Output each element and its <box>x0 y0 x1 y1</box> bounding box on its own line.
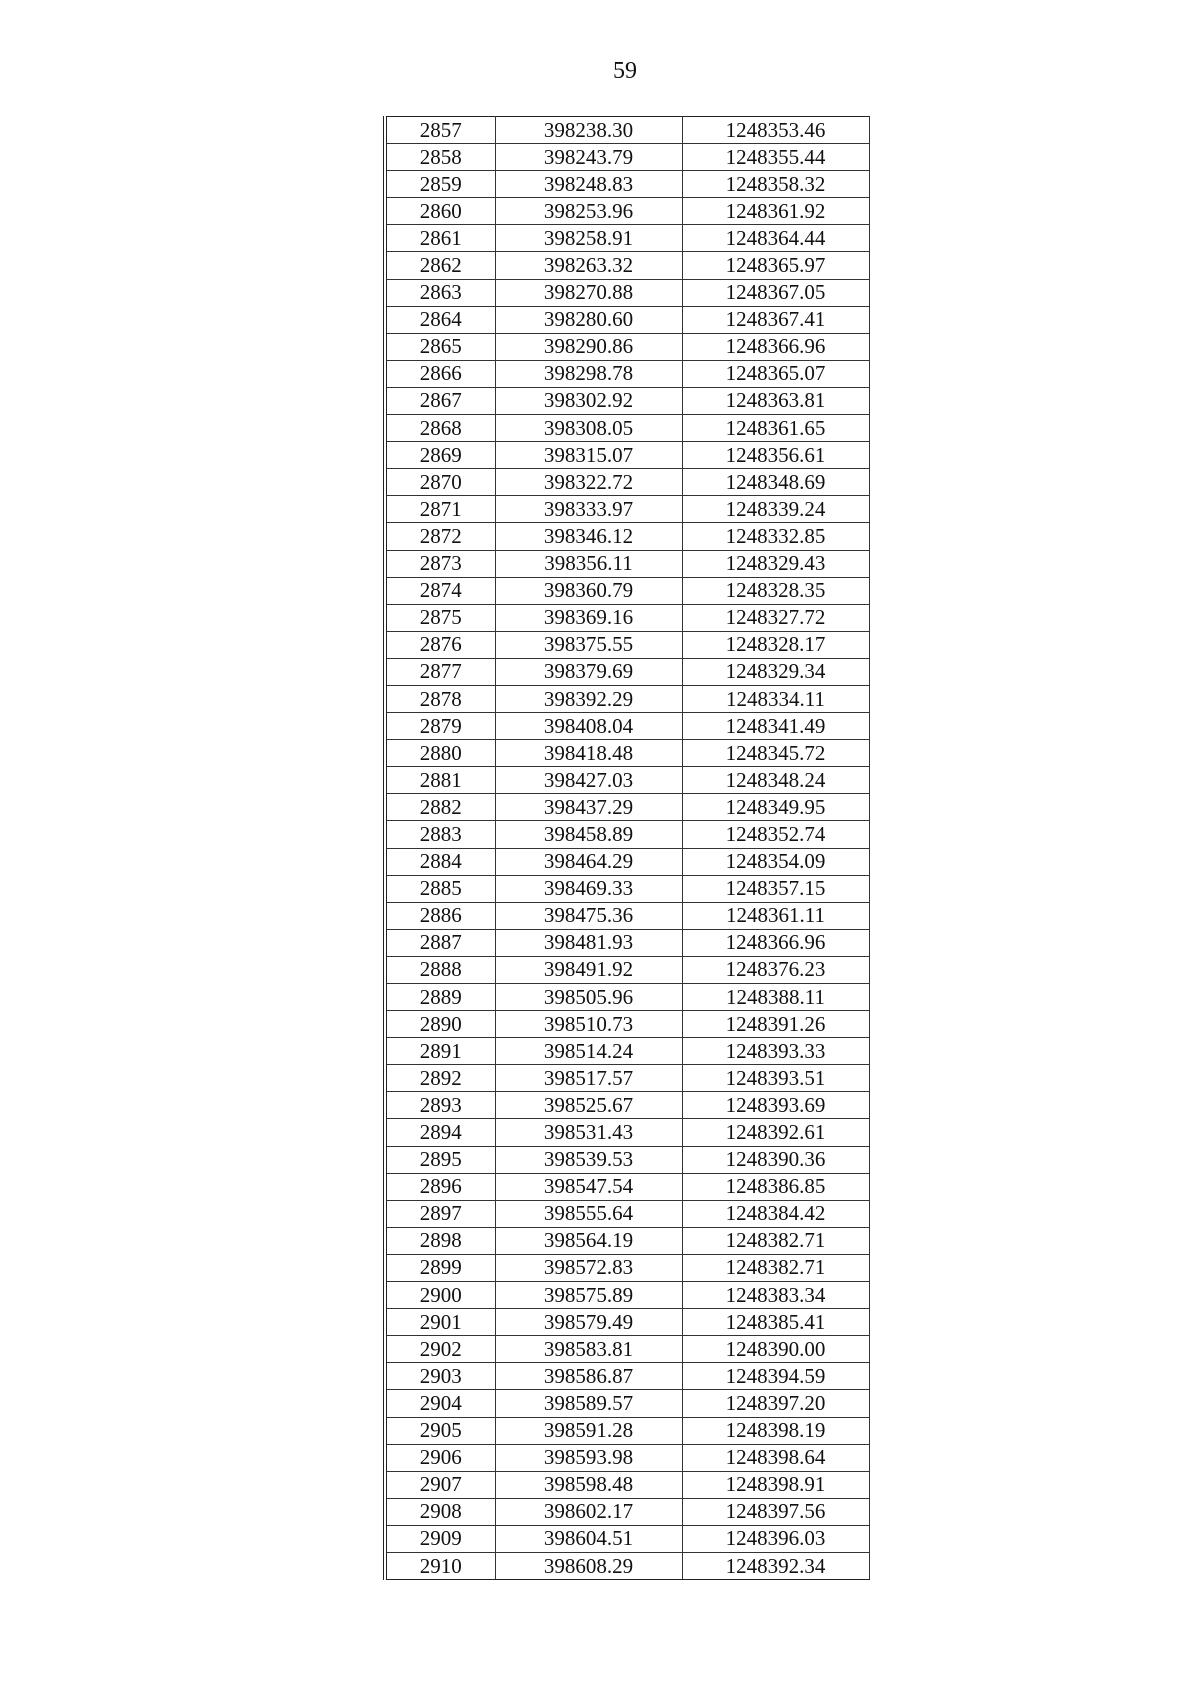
point-number-cell: 2910 <box>387 1552 495 1579</box>
table-row <box>387 144 869 171</box>
y-coordinate-cell: 1248358.32 <box>682 171 869 198</box>
table-row <box>387 658 869 685</box>
table-row <box>387 415 869 442</box>
point-number-cell: 2902 <box>387 1336 495 1363</box>
y-coordinate-cell: 1248398.19 <box>682 1417 869 1444</box>
point-number-cell: 2863 <box>387 279 495 306</box>
y-coordinate-cell: 1248367.05 <box>682 279 869 306</box>
y-coordinate-cell: 1248356.61 <box>682 442 869 469</box>
coordinates-table-body <box>387 117 869 1580</box>
point-number-cell: 2872 <box>387 523 495 550</box>
table-row <box>387 1444 869 1471</box>
x-coordinate-cell: 398290.86 <box>495 333 682 360</box>
table-row <box>387 1471 869 1498</box>
point-number-cell: 2866 <box>387 360 495 387</box>
point-number-cell: 2864 <box>387 306 495 333</box>
table-row <box>387 1417 869 1444</box>
x-coordinate-cell: 398517.57 <box>495 1065 682 1092</box>
table-row <box>387 1146 869 1173</box>
point-number-cell: 2868 <box>387 415 495 442</box>
table-row <box>387 740 869 767</box>
table-row <box>387 1200 869 1227</box>
point-number-cell: 2893 <box>387 1092 495 1119</box>
y-coordinate-cell: 1248364.44 <box>682 225 869 252</box>
point-number-cell: 2904 <box>387 1390 495 1417</box>
x-coordinate-cell: 398475.36 <box>495 902 682 929</box>
point-number-cell: 2894 <box>387 1119 495 1146</box>
table-row <box>387 306 869 333</box>
point-number-cell: 2887 <box>387 929 495 956</box>
x-coordinate-cell: 398360.79 <box>495 577 682 604</box>
x-coordinate-cell: 398356.11 <box>495 550 682 577</box>
y-coordinate-cell: 1248329.43 <box>682 550 869 577</box>
point-number-cell: 2884 <box>387 848 495 875</box>
table-row <box>387 252 869 279</box>
point-number-cell: 2859 <box>387 171 495 198</box>
x-coordinate-cell: 398263.32 <box>495 252 682 279</box>
x-coordinate-cell: 398458.89 <box>495 821 682 848</box>
y-coordinate-cell: 1248327.72 <box>682 604 869 631</box>
x-coordinate-cell: 398602.17 <box>495 1498 682 1525</box>
y-coordinate-cell: 1248354.09 <box>682 848 869 875</box>
page-number: 59 <box>613 58 637 84</box>
x-coordinate-cell: 398586.87 <box>495 1363 682 1390</box>
table-row <box>387 1011 869 1038</box>
y-coordinate-cell: 1248366.96 <box>682 333 869 360</box>
y-coordinate-cell: 1248366.96 <box>682 929 869 956</box>
x-coordinate-cell: 398589.57 <box>495 1390 682 1417</box>
y-coordinate-cell: 1248397.20 <box>682 1390 869 1417</box>
y-coordinate-cell: 1248390.00 <box>682 1336 869 1363</box>
x-coordinate-cell: 398298.78 <box>495 360 682 387</box>
x-coordinate-cell: 398583.81 <box>495 1336 682 1363</box>
x-coordinate-cell: 398555.64 <box>495 1200 682 1227</box>
y-coordinate-cell: 1248365.97 <box>682 252 869 279</box>
x-coordinate-cell: 398505.96 <box>495 984 682 1011</box>
y-coordinate-cell: 1248348.69 <box>682 469 869 496</box>
y-coordinate-cell: 1248365.07 <box>682 360 869 387</box>
table-row <box>387 1065 869 1092</box>
x-coordinate-cell: 398375.55 <box>495 631 682 658</box>
x-coordinate-cell: 398531.43 <box>495 1119 682 1146</box>
y-coordinate-cell: 1248394.59 <box>682 1363 869 1390</box>
point-number-cell: 2876 <box>387 631 495 658</box>
table-row <box>387 1038 869 1065</box>
point-number-cell: 2890 <box>387 1011 495 1038</box>
x-coordinate-cell: 398608.29 <box>495 1552 682 1579</box>
table-row <box>387 387 869 414</box>
table-row <box>387 523 869 550</box>
y-coordinate-cell: 1248328.17 <box>682 631 869 658</box>
x-coordinate-cell: 398315.07 <box>495 442 682 469</box>
y-coordinate-cell: 1248382.71 <box>682 1227 869 1254</box>
table-row <box>387 1119 869 1146</box>
table-row <box>387 1092 869 1119</box>
point-number-cell: 2903 <box>387 1363 495 1390</box>
y-coordinate-cell: 1248391.26 <box>682 1011 869 1038</box>
table-row <box>387 929 869 956</box>
y-coordinate-cell: 1248341.49 <box>682 713 869 740</box>
point-number-cell: 2900 <box>387 1282 495 1309</box>
point-number-cell: 2858 <box>387 144 495 171</box>
x-coordinate-cell: 398369.16 <box>495 604 682 631</box>
x-coordinate-cell: 398270.88 <box>495 279 682 306</box>
point-number-cell: 2875 <box>387 604 495 631</box>
table-row <box>387 713 869 740</box>
point-number-cell: 2889 <box>387 984 495 1011</box>
y-coordinate-cell: 1248357.15 <box>682 875 869 902</box>
x-coordinate-cell: 398248.83 <box>495 171 682 198</box>
y-coordinate-cell: 1248345.72 <box>682 740 869 767</box>
y-coordinate-cell: 1248393.69 <box>682 1092 869 1119</box>
table-row <box>387 604 869 631</box>
table-row <box>387 631 869 658</box>
y-coordinate-cell: 1248384.42 <box>682 1200 869 1227</box>
y-coordinate-cell: 1248393.51 <box>682 1065 869 1092</box>
x-coordinate-cell: 398539.53 <box>495 1146 682 1173</box>
point-number-cell: 2857 <box>387 117 495 144</box>
table-row <box>387 550 869 577</box>
x-coordinate-cell: 398379.69 <box>495 658 682 685</box>
point-number-cell: 2905 <box>387 1417 495 1444</box>
x-coordinate-cell: 398593.98 <box>495 1444 682 1471</box>
table-row <box>387 685 869 712</box>
x-coordinate-cell: 398481.93 <box>495 929 682 956</box>
y-coordinate-cell: 1248355.44 <box>682 144 869 171</box>
table-row <box>387 577 869 604</box>
y-coordinate-cell: 1248386.85 <box>682 1173 869 1200</box>
y-coordinate-cell: 1248332.85 <box>682 523 869 550</box>
x-coordinate-cell: 398547.54 <box>495 1173 682 1200</box>
point-number-cell: 2883 <box>387 821 495 848</box>
point-number-cell: 2860 <box>387 198 495 225</box>
y-coordinate-cell: 1248383.34 <box>682 1282 869 1309</box>
x-coordinate-cell: 398302.92 <box>495 387 682 414</box>
table-row <box>387 1336 869 1363</box>
y-coordinate-cell: 1248392.61 <box>682 1119 869 1146</box>
table-row <box>387 225 869 252</box>
point-number-cell: 2862 <box>387 252 495 279</box>
y-coordinate-cell: 1248348.24 <box>682 767 869 794</box>
table-row <box>387 1227 869 1254</box>
x-coordinate-cell: 398308.05 <box>495 415 682 442</box>
y-coordinate-cell: 1248363.81 <box>682 387 869 414</box>
y-coordinate-cell: 1248398.64 <box>682 1444 869 1471</box>
table-row <box>387 794 869 821</box>
y-coordinate-cell: 1248328.35 <box>682 577 869 604</box>
x-coordinate-cell: 398243.79 <box>495 144 682 171</box>
x-coordinate-cell: 398280.60 <box>495 306 682 333</box>
point-number-cell: 2892 <box>387 1065 495 1092</box>
point-number-cell: 2873 <box>387 550 495 577</box>
y-coordinate-cell: 1248392.34 <box>682 1552 869 1579</box>
point-number-cell: 2877 <box>387 658 495 685</box>
point-number-cell: 2886 <box>387 902 495 929</box>
point-number-cell: 2898 <box>387 1227 495 1254</box>
x-coordinate-cell: 398437.29 <box>495 794 682 821</box>
point-number-cell: 2897 <box>387 1200 495 1227</box>
point-number-cell: 2878 <box>387 685 495 712</box>
table-row <box>387 198 869 225</box>
point-number-cell: 2867 <box>387 387 495 414</box>
y-coordinate-cell: 1248334.11 <box>682 685 869 712</box>
point-number-cell: 2880 <box>387 740 495 767</box>
x-coordinate-cell: 398514.24 <box>495 1038 682 1065</box>
table-row <box>387 279 869 306</box>
table-row <box>387 821 869 848</box>
table-row <box>387 1552 869 1579</box>
point-number-cell: 2874 <box>387 577 495 604</box>
table-row <box>387 984 869 1011</box>
point-number-cell: 2879 <box>387 713 495 740</box>
point-number-cell: 2891 <box>387 1038 495 1065</box>
x-coordinate-cell: 398564.19 <box>495 1227 682 1254</box>
y-coordinate-cell: 1248396.03 <box>682 1525 869 1552</box>
x-coordinate-cell: 398525.67 <box>495 1092 682 1119</box>
y-coordinate-cell: 1248339.24 <box>682 496 869 523</box>
table-row <box>387 1498 869 1525</box>
point-number-cell: 2870 <box>387 469 495 496</box>
x-coordinate-cell: 398579.49 <box>495 1309 682 1336</box>
point-number-cell: 2871 <box>387 496 495 523</box>
table-row <box>387 875 869 902</box>
x-coordinate-cell: 398392.29 <box>495 685 682 712</box>
x-coordinate-cell: 398418.48 <box>495 740 682 767</box>
y-coordinate-cell: 1248349.95 <box>682 794 869 821</box>
x-coordinate-cell: 398408.04 <box>495 713 682 740</box>
x-coordinate-cell: 398591.28 <box>495 1417 682 1444</box>
point-number-cell: 2907 <box>387 1471 495 1498</box>
y-coordinate-cell: 1248382.71 <box>682 1254 869 1281</box>
point-number-cell: 2885 <box>387 875 495 902</box>
table-row <box>387 469 869 496</box>
y-coordinate-cell: 1248367.41 <box>682 306 869 333</box>
point-number-cell: 2869 <box>387 442 495 469</box>
coordinates-table-container <box>383 116 869 1580</box>
x-coordinate-cell: 398598.48 <box>495 1471 682 1498</box>
table-row <box>387 1254 869 1281</box>
table-row <box>387 496 869 523</box>
table-row <box>387 333 869 360</box>
x-coordinate-cell: 398253.96 <box>495 198 682 225</box>
x-coordinate-cell: 398427.03 <box>495 767 682 794</box>
table-row <box>387 767 869 794</box>
y-coordinate-cell: 1248376.23 <box>682 956 869 983</box>
coordinates-table <box>387 116 870 1580</box>
table-row <box>387 1173 869 1200</box>
table-row <box>387 902 869 929</box>
x-coordinate-cell: 398333.97 <box>495 496 682 523</box>
y-coordinate-cell: 1248352.74 <box>682 821 869 848</box>
x-coordinate-cell: 398572.83 <box>495 1254 682 1281</box>
table-row <box>387 117 869 144</box>
table-row <box>387 360 869 387</box>
table-row <box>387 1525 869 1552</box>
x-coordinate-cell: 398464.29 <box>495 848 682 875</box>
y-coordinate-cell: 1248398.91 <box>682 1471 869 1498</box>
y-coordinate-cell: 1248388.11 <box>682 984 869 1011</box>
y-coordinate-cell: 1248329.34 <box>682 658 869 685</box>
y-coordinate-cell: 1248361.65 <box>682 415 869 442</box>
y-coordinate-cell: 1248385.41 <box>682 1309 869 1336</box>
x-coordinate-cell: 398322.72 <box>495 469 682 496</box>
point-number-cell: 2899 <box>387 1254 495 1281</box>
x-coordinate-cell: 398575.89 <box>495 1282 682 1309</box>
point-number-cell: 2865 <box>387 333 495 360</box>
x-coordinate-cell: 398258.91 <box>495 225 682 252</box>
point-number-cell: 2882 <box>387 794 495 821</box>
point-number-cell: 2895 <box>387 1146 495 1173</box>
x-coordinate-cell: 398491.92 <box>495 956 682 983</box>
point-number-cell: 2906 <box>387 1444 495 1471</box>
point-number-cell: 2896 <box>387 1173 495 1200</box>
y-coordinate-cell: 1248353.46 <box>682 117 869 144</box>
table-row <box>387 1309 869 1336</box>
x-coordinate-cell: 398510.73 <box>495 1011 682 1038</box>
point-number-cell: 2881 <box>387 767 495 794</box>
y-coordinate-cell: 1248361.11 <box>682 902 869 929</box>
point-number-cell: 2888 <box>387 956 495 983</box>
y-coordinate-cell: 1248361.92 <box>682 198 869 225</box>
point-number-cell: 2909 <box>387 1525 495 1552</box>
table-row <box>387 1363 869 1390</box>
point-number-cell: 2908 <box>387 1498 495 1525</box>
table-row <box>387 1282 869 1309</box>
table-row <box>387 442 869 469</box>
x-coordinate-cell: 398346.12 <box>495 523 682 550</box>
point-number-cell: 2901 <box>387 1309 495 1336</box>
y-coordinate-cell: 1248397.56 <box>682 1498 869 1525</box>
table-row <box>387 1390 869 1417</box>
table-row <box>387 848 869 875</box>
x-coordinate-cell: 398604.51 <box>495 1525 682 1552</box>
x-coordinate-cell: 398238.30 <box>495 117 682 144</box>
x-coordinate-cell: 398469.33 <box>495 875 682 902</box>
table-row <box>387 956 869 983</box>
y-coordinate-cell: 1248393.33 <box>682 1038 869 1065</box>
y-coordinate-cell: 1248390.36 <box>682 1146 869 1173</box>
point-number-cell: 2861 <box>387 225 495 252</box>
table-row <box>387 171 869 198</box>
